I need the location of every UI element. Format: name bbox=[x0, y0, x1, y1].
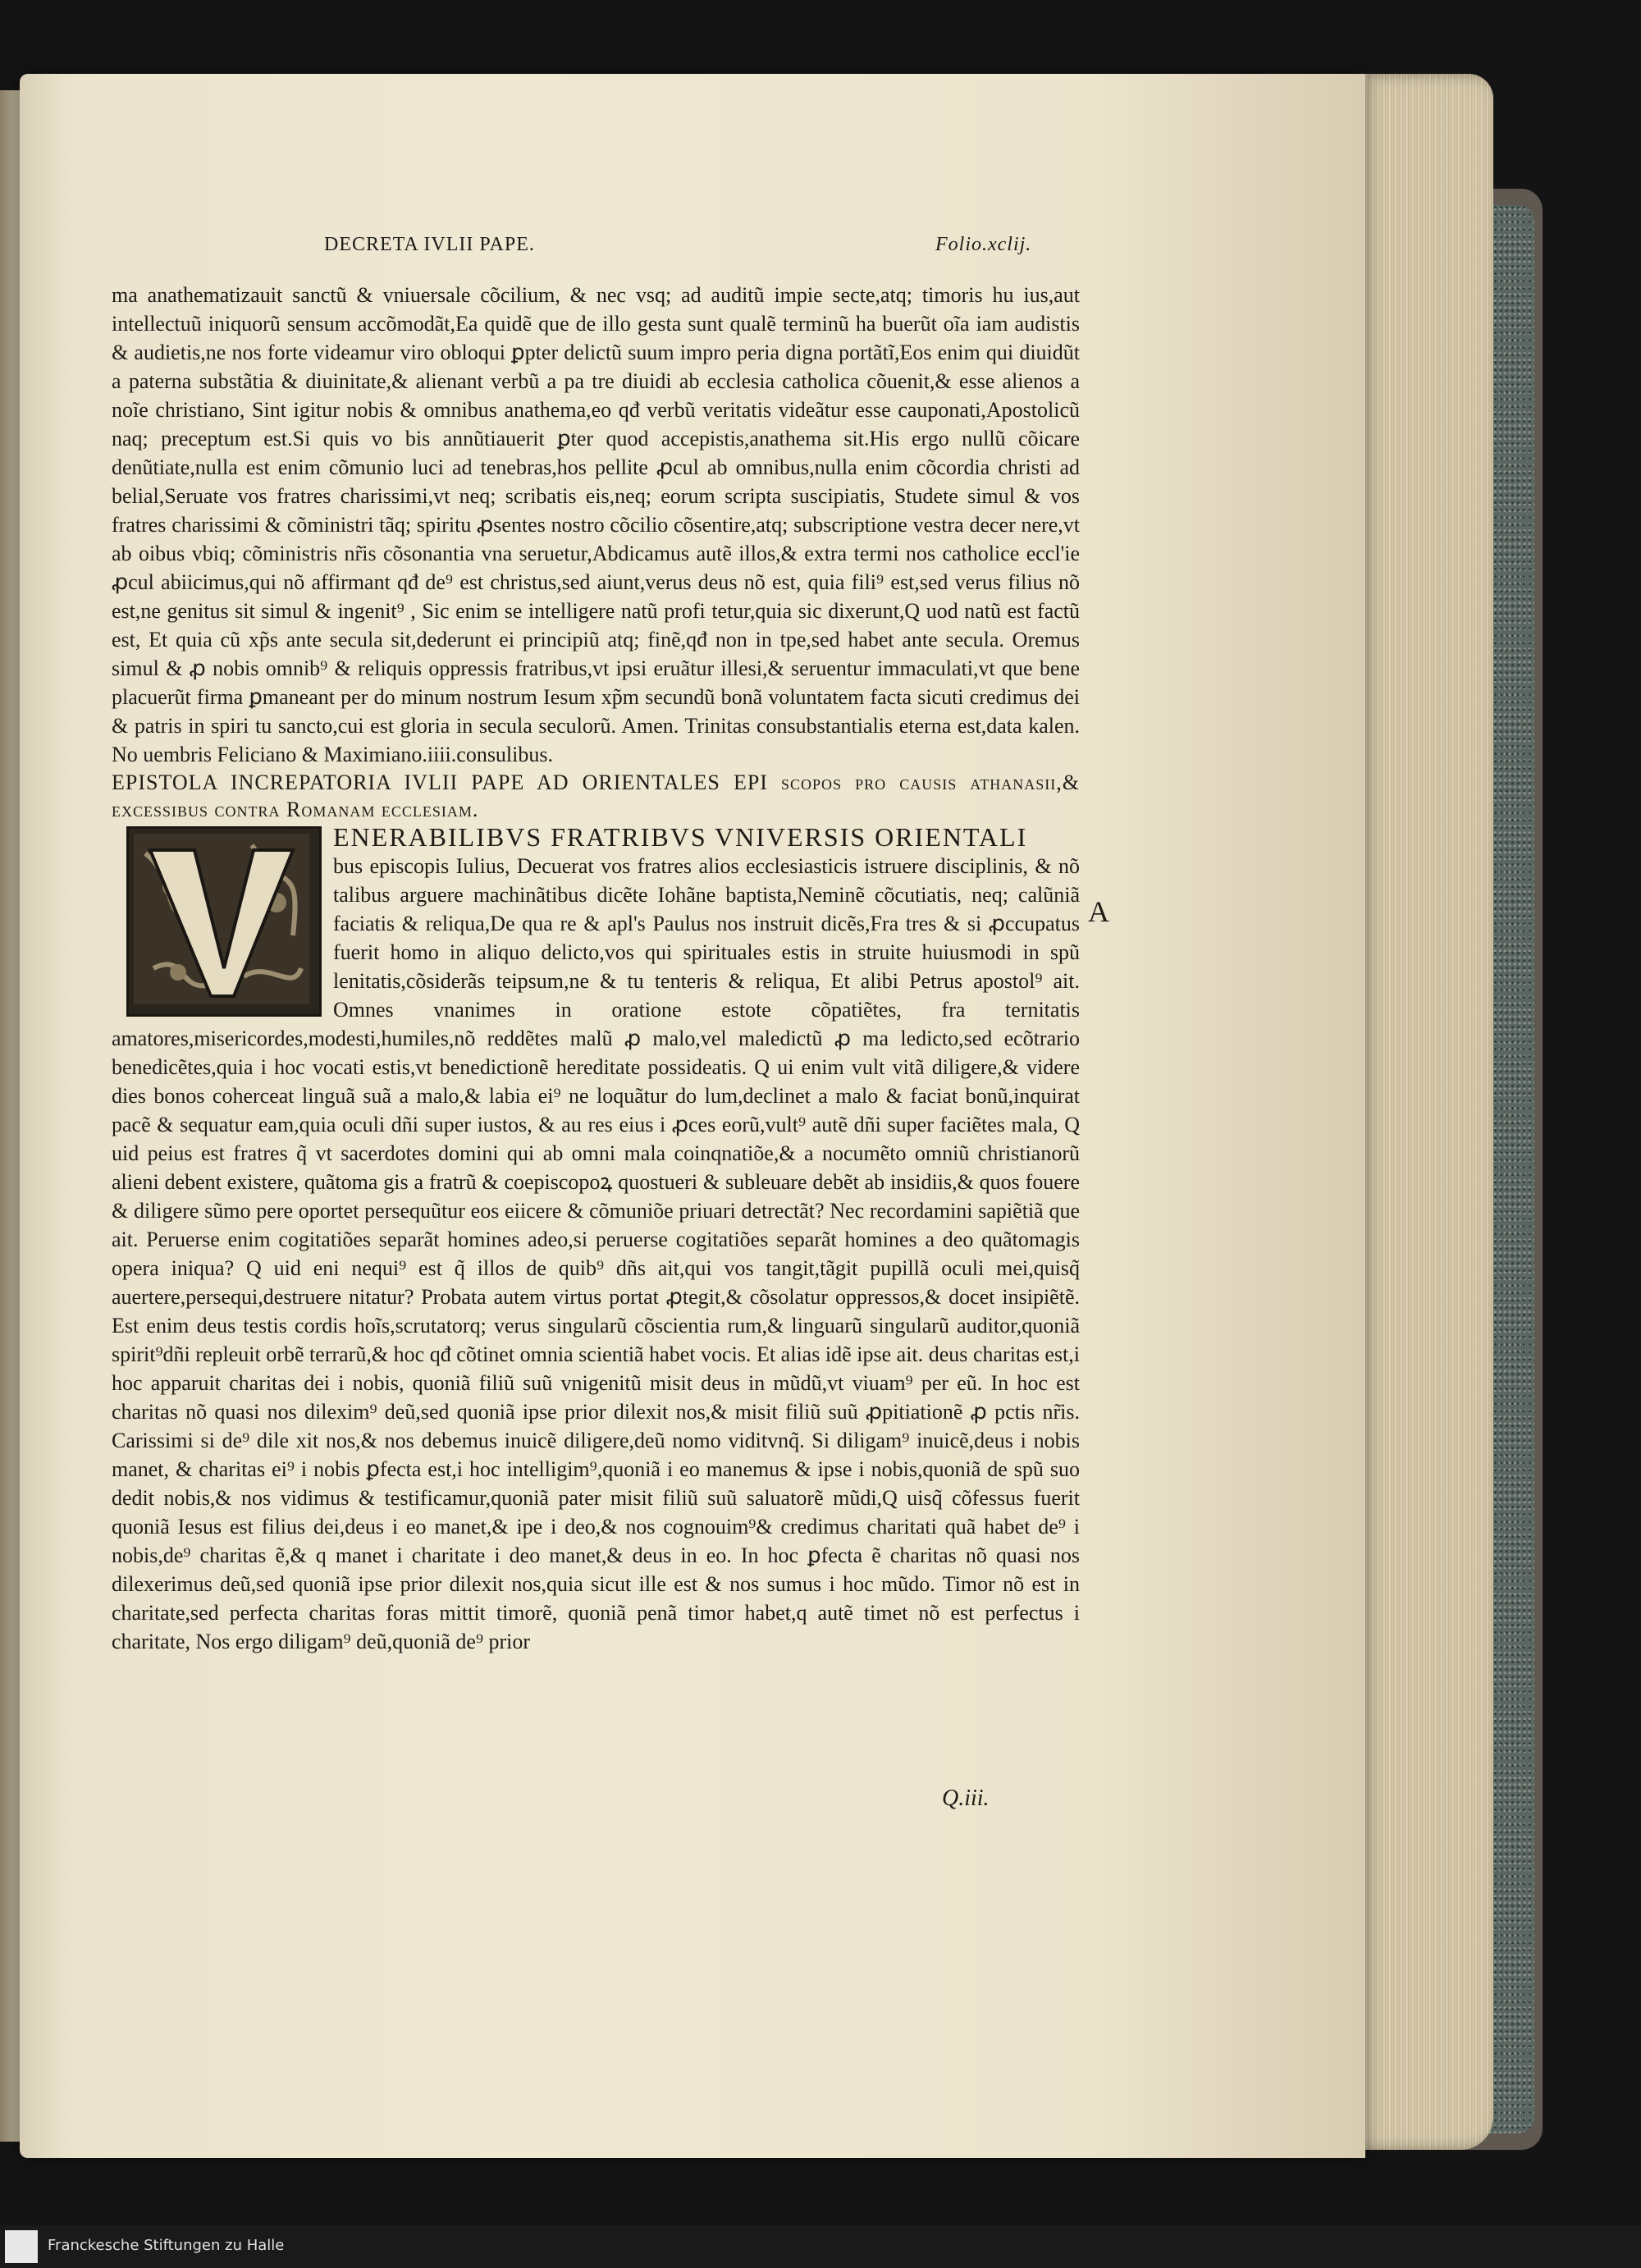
footer-bar bbox=[0, 2225, 1641, 2268]
epistle-body: bus episcopis Iulius, Decuerat vos fratres alios ecclesiasticis istruere disciplinis, & nõ talibus arguere machinãtibus dicẽte Iohãne baptista,Neminẽ cõcutiatis, neq; calũniã faciatis & reliqua,De qua re & apl's Paulus nos instruit dicẽs,Fra tres & si ꝓccupatus fuerit homo in aliquo delicto,vos qui spirituales estis in struite huiusmodi in spũ lenitatis,cõsiderãs teipsum,ne & tu tenteris & reliqua, Et alibi Petrus apostol⁹ ait. Omnes vnanimes in oratione estote cõpatiẽtes, fra ternitatis amatores,misericordes,modesti,humiles,nõ reddẽtes malũ ꝓ malo,vel maledictũ ꝓ ma ledicto,sed ecõtrario benedicẽtes,quia i hoc vocati estis,vt benedictionẽ hereditate possideatis. Q ui enim vult vitã diligere,& videre dies bonos coherceat linguã suã a malo,& labia ei⁹ ne loquãtur do lum,declinet a malo & faciat bonũ,inquirat pacẽ & sequatur eam,quia oculi dñi super iustos, & au res eius i ꝓces eorũ,vult⁹ autẽ dñi super faciẽtes mala, Q uid peius est fratres q̃ vt sacerdotes domini qui ab omni mala coinqnatiõe,& a nocumẽto omniũ christianorũ alieni debent existere, quãtoma gis a fratrũ & coepiscopoꝝ quostueri & subleuare debẽt ab insidiis,& quos fouere & diligere sũmo pere oportet persequũtur eos eiicere & cõmuniõe priuari detrectãt? Nec recordamini sapiẽtiã que ait. Peruerse enim cogitatiões separãt homines adeo,si peruerse cogitatiões separãt homines a deo quãtomagis opera iniqua? Q uid eni nequi⁹ est q̃ illos de quib⁹ dñs ait,qui vos tangit,tãgit pupillã oculi mei,quisq̃ auertere,persequi,destruere nitatur? Probata autem virtus portat ꝓtegit,& cõsolatur oppressos,& docet insipiẽtẽ. Est enim deus testis cordis hoĩs,scrutatorq; verus singularũ cõscientia rum,& linguarũ singularũ auditor,quoniã spirit⁹dñi repleuit orbẽ terrarũ,& hoc qđ cõtinet omnia scientiã habet vocis. Et alias idẽ ipse ait. deus charitas est,i hoc apparuit charitas dei i nobis, quoniã filiũ suũ vnigenitũ misit deus in mũdũ,vt viuam⁹ per eũ. In hoc est charitas nõ quasi nos dilexim⁹ deũ,sed quoniã ipse prior dilexit nos,& misit filiũ suũ ꝓpitiationẽ ꝓ pctis nr̃is. Carissimi si de⁹ dile xit nos,& nos debemus inuicẽ diligere,deũ nomo viditvnq̃. Si diligam⁹ inuicẽ,deus i nobis manet, & charitas ei⁹ i nobis ꝑfecta est,i hoc intelligim⁹,quoniã i eo manemus & ipse i nobis,quoniã de spũ suo dedit nobis,& nos vidimus & testificamur,quoniã pater misit filiũ suũ saluatorẽ mũdi,Q uisq̃ cõfessus fuerit quoniã Iesus est filius dei,deus i eo manet,& ipe i deo,& nos cognouim⁹& credimus charitati quã habet de⁹ i nobis,de⁹ charitas ẽ,& q manet i charitate i deo manet,& deus in eo. In hoc ꝑfecta ẽ charitas nõ quasi nos dilexerimus deũ,sed quoniã ipse prior dilexit nos,quia sicut ille est & nos sumus i hoc mũdo. Timor nõ est in charitate,sed perfecta charitas foras mittit timorẽ, quoniã penã timor habet,q autẽ timet nõ est perfectus i charitate, Nos ergo diligam⁹ deũ,quoniã de⁹ prior bbox=[112, 854, 1080, 1653]
page-stack-edge bbox=[1346, 74, 1493, 2150]
institution-name: Franckesche Stiftungen zu Halle bbox=[48, 2237, 285, 2254]
decorated-initial-v-icon bbox=[126, 826, 322, 1017]
epistle bbox=[112, 823, 1080, 1656]
institution-logo-icon bbox=[5, 2230, 38, 2263]
epistle-opening: ENERABILIBVS FRATRIBVS VNIVERSIS ORIENTALI bbox=[333, 822, 1028, 852]
signature-mark: Q.iii. bbox=[942, 1786, 990, 1811]
paragraph-decree-end: ma anathematizauit sanctũ & vniuersale cõcilium, & nec vsq; ad auditũ impie secte,atq; timoris hu ius,aut intellectuũ iniquorũ sensum accõmodãt,Ea quidẽ que de illo gesta sunt qualẽ terminũ ha buerũt oĩa iam audistis & audietis,ne nos forte videamur viro obloqui ꝑpter delictũ suum impro peria digna portãtĩ,Eos enim qui diuidũt a paterna substãtia & diuinitate,& alienant verbũ a pa tre diuidi ab ecclesia catholica cõuenit,& esse alienos a noĩe christiano, Sint igitur nobis & omnibus anathema,eo qđ verbũ veritatis videãtur esse cauponati,Apostolicũ naq; preceptum est.Si quis vo bis annũtiauerit ꝑter quod accepistis,anathema sit.His ergo nullũ cõicare denũtiate,nulla est enim cõmunio luci ad tenebras,hos pellite ꝓcul ab omnibus,nulla enim cõcordia christi ad belial,Seruate vos fratres charissimi,vt neq; scribatis eis,neq; eorum scripta suscipiatis, Studete simul & vos fratres charissimi & cõministri tãq; spiritu ꝓsentes nostro cõcilio cõsentire,atq; subscriptione vestra decer nere,vt ab oibus vbiq; cõministris nr̃is cõsonantia vna seruetur,Abdicamus autẽ illos,& extra termi nos catholice eccl'ie ꝓcul abiicimus,qui nõ affirmant qđ de⁹ est christus,sed aiunt,verus deus nõ est, quia fili⁹ est,sed verus filius nõ est,ne genitus sit simul & ingenit⁹ , Sic enim se intelligere natũ profi tetur,quia sic dixerunt,Q uod natũ est factũ est, Et quia cũ xp̃s ante secula sit,dederunt ei principiũ atq; finẽ,qđ non in tpe,sed habet ante secula. Oremus simul & ꝓ nobis omnib⁹ & reliquis oppressis fratribus,vt ipsi eruãtur illesi,& seruentur immaculati,vt que bene placuerũt firma ꝑmaneant per do minum nostrum Iesum xp̃m secundũ bonã voluntatem facta sicuti credimus dei & patris in spiri tu sancto,cui est gloria in secula seculorũ. Amen. Trinitas consubstantialis eterna est,data kalen. No uembris Feliciano & Maximiano.iiii.consulibus. bbox=[112, 283, 1080, 766]
left-page-edge bbox=[0, 90, 21, 2142]
margin-letter: A bbox=[1088, 895, 1109, 928]
running-title: DECRETA IVLII PAPE. bbox=[324, 234, 535, 255]
epistle-heading: EPISTOLA INCREPATORIA IVLII PAPE AD ORIENTALES EPI scopos pro causis athanasii,& excessibus contra Romanam ecclesiam. bbox=[112, 770, 1080, 821]
running-header bbox=[0, 234, 1641, 267]
text-block bbox=[112, 281, 1080, 1656]
folio-number: Folio.xclij. bbox=[935, 234, 1032, 255]
